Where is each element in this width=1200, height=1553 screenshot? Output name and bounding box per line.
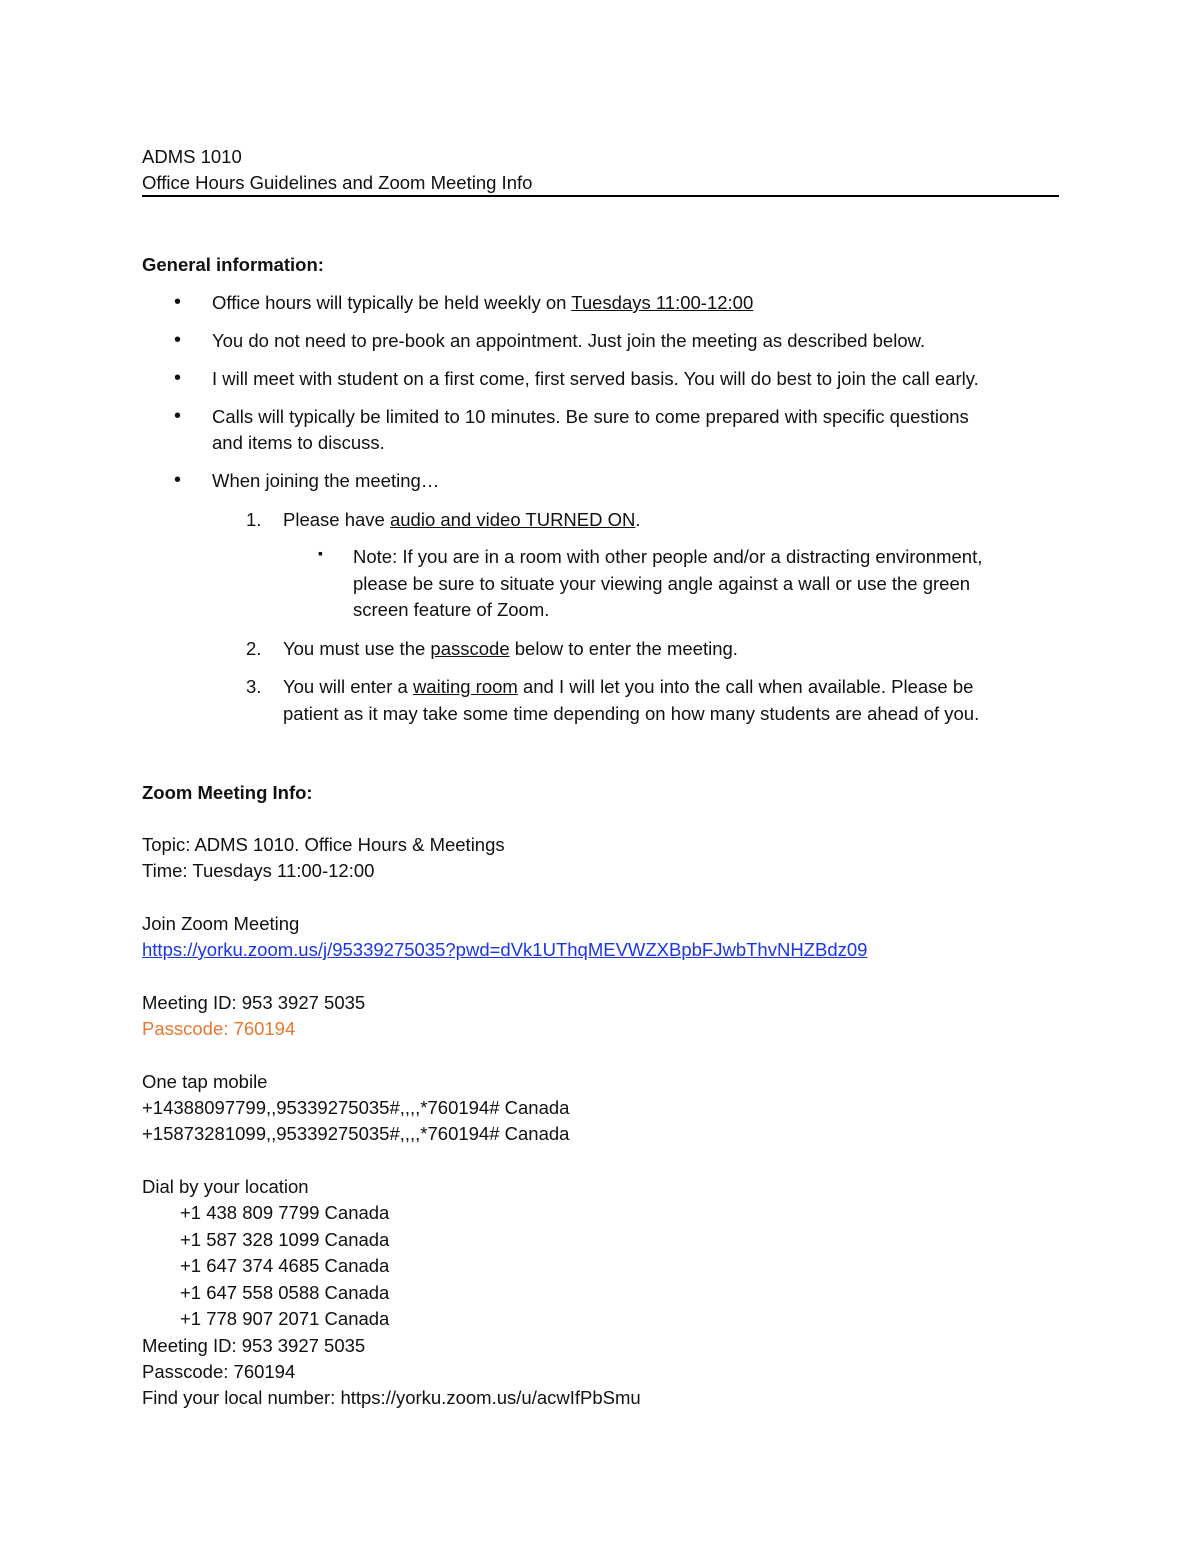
course-code: ADMS 1010 xyxy=(142,146,242,167)
header-divider xyxy=(142,195,1059,197)
bullet-glyph: • xyxy=(174,329,182,351)
step-audio-video xyxy=(283,511,641,530)
document-title: Office Hours Guidelines and Zoom Meeting Info xyxy=(142,172,533,193)
local-number: Find your local number: https://yorku.zoom.us/u/acwIfPbSmu xyxy=(142,1387,641,1408)
meeting-topic: Topic: ADMS 1010. Office Hours & Meetings xyxy=(142,834,505,855)
join-url-row xyxy=(142,941,867,960)
dial-number: +1 438 809 7799 Canada xyxy=(180,1202,390,1223)
bullet-joining: When joining the meeting… xyxy=(212,470,440,491)
dial-label: Dial by your location xyxy=(142,1176,309,1197)
one-tap-number: +15873281099,,95339275035#,,,,*760194# Canada xyxy=(142,1123,570,1144)
bullet-glyph: • xyxy=(174,367,182,389)
list-number: 2. xyxy=(246,638,262,659)
bullet-glyph: • xyxy=(174,405,182,427)
step-text: Please have xyxy=(283,509,390,530)
meeting-time: Time: Tuesdays 11:00-12:00 xyxy=(142,860,375,881)
dial-number: +1 778 907 2071 Canada xyxy=(180,1308,390,1329)
step-passcode xyxy=(283,640,738,659)
step-text: You must use the xyxy=(283,638,431,659)
list-number: 1. xyxy=(246,509,262,530)
bullet-glyph: • xyxy=(174,291,182,313)
bullet-no-prebook: You do not need to pre-book an appointment. Just join the meeting as described below. xyxy=(212,330,926,351)
meeting-id: Meeting ID: 953 3927 5035 xyxy=(142,992,366,1013)
step-text: You will enter a xyxy=(283,676,413,697)
one-tap-label: One tap mobile xyxy=(142,1071,268,1092)
step-text: below to enter the meeting. xyxy=(509,638,738,659)
step-text: . xyxy=(635,509,641,530)
step-waiting-room xyxy=(283,678,973,697)
bullet-office-hours xyxy=(212,294,753,313)
note-line1: Note: If you are in a room with other people and/or a distracting environment, xyxy=(353,546,983,567)
meeting-id-2: Meeting ID: 953 3927 5035 xyxy=(142,1335,366,1356)
dial-number: +1 647 558 0588 Canada xyxy=(180,1282,390,1303)
join-meeting-link[interactable]: https://yorku.zoom.us/j/95339275035?pwd=dVk1UThqMEVWZXBpbFJwbThvNHZBdz09 xyxy=(142,939,868,960)
general-heading: General information: xyxy=(142,254,324,275)
waiting-room-emphasis: waiting room xyxy=(412,676,518,697)
sub-bullet-glyph: ▪ xyxy=(318,545,323,561)
audio-video-emphasis: audio and video TURNED ON xyxy=(389,509,636,530)
office-hours-time: Tuesdays 11:00-12:00 xyxy=(571,292,754,313)
step-text: and I will let you into the call when available. Please be xyxy=(517,676,974,697)
dial-number: +1 647 374 4685 Canada xyxy=(180,1255,390,1276)
zoom-heading: Zoom Meeting Info: xyxy=(142,782,313,803)
bullet-call-limit-line1: Calls will typically be limited to 10 minutes. Be sure to come prepared with specific questions xyxy=(212,406,969,427)
note-line3: screen feature of Zoom. xyxy=(353,599,550,620)
list-number: 3. xyxy=(246,676,262,697)
bullet-text: Office hours will typically be held weekly on xyxy=(212,292,572,313)
bullet-glyph: • xyxy=(174,469,182,491)
bullet-first-come: I will meet with student on a first come, first served basis. You will do best to join the call early. xyxy=(212,368,979,389)
passcode-emphasis: passcode xyxy=(430,638,510,659)
meeting-passcode: Passcode: 760194 xyxy=(142,1018,296,1039)
bullet-call-limit-line2: and items to discuss. xyxy=(212,432,385,453)
note-line2: please be sure to situate your viewing angle against a wall or use the green xyxy=(353,573,971,594)
join-label: Join Zoom Meeting xyxy=(142,913,300,934)
passcode-2: Passcode: 760194 xyxy=(142,1361,296,1382)
dial-number: +1 587 328 1099 Canada xyxy=(180,1229,390,1250)
one-tap-number: +14388097799,,95339275035#,,,,*760194# Canada xyxy=(142,1097,570,1118)
step-waiting-room-line2: patient as it may take some time depending on how many students are ahead of you. xyxy=(283,703,980,724)
